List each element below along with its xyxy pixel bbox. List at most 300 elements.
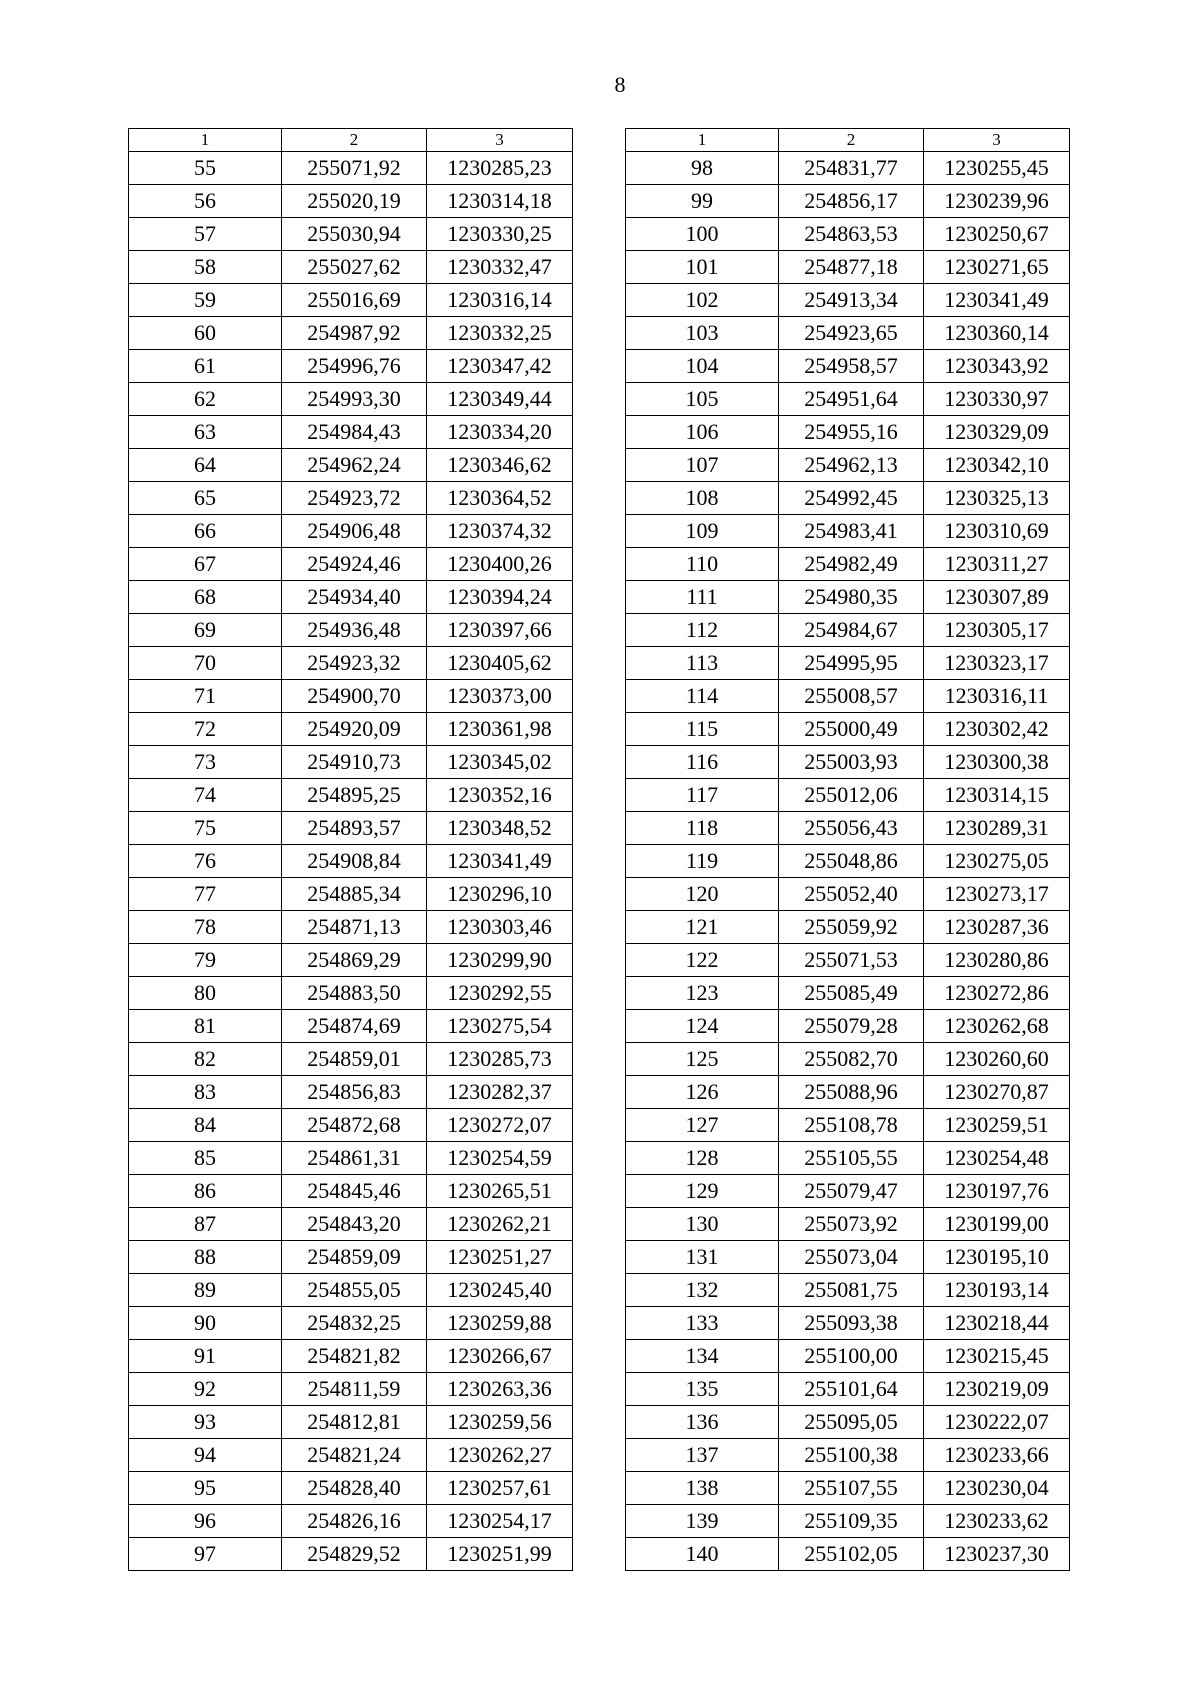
cell-x-coordinate: 254923,65 — [779, 317, 924, 350]
cell-y-coordinate: 1230285,73 — [427, 1043, 573, 1076]
cell-point-number: 58 — [129, 251, 282, 284]
cell-point-number: 111 — [626, 581, 779, 614]
cell-x-coordinate: 254863,53 — [779, 218, 924, 251]
cell-point-number: 113 — [626, 647, 779, 680]
cell-point-number: 84 — [129, 1109, 282, 1142]
table-body — [129, 152, 573, 1571]
table-row — [129, 977, 573, 1010]
cell-x-coordinate: 254855,05 — [282, 1274, 427, 1307]
table-row — [626, 647, 1070, 680]
cell-point-number: 91 — [129, 1340, 282, 1373]
cell-y-coordinate: 1230374,32 — [427, 515, 573, 548]
cell-y-coordinate: 1230341,49 — [427, 845, 573, 878]
cell-point-number: 62 — [129, 383, 282, 416]
cell-point-number: 70 — [129, 647, 282, 680]
table-row — [626, 1472, 1070, 1505]
cell-y-coordinate: 1230323,17 — [924, 647, 1070, 680]
table-row — [626, 416, 1070, 449]
table-row — [626, 779, 1070, 812]
table-row — [129, 1406, 573, 1439]
cell-x-coordinate: 254984,67 — [779, 614, 924, 647]
cell-y-coordinate: 1230250,67 — [924, 218, 1070, 251]
cell-point-number: 102 — [626, 284, 779, 317]
cell-point-number: 59 — [129, 284, 282, 317]
table-row — [626, 1406, 1070, 1439]
cell-x-coordinate: 255093,38 — [779, 1307, 924, 1340]
cell-point-number: 81 — [129, 1010, 282, 1043]
cell-x-coordinate: 255071,92 — [282, 152, 427, 185]
table-header-row — [129, 129, 573, 152]
table-row — [626, 581, 1070, 614]
cell-y-coordinate: 1230285,23 — [427, 152, 573, 185]
table-row — [129, 1538, 573, 1571]
cell-x-coordinate: 254906,48 — [282, 515, 427, 548]
cell-x-coordinate: 254900,70 — [282, 680, 427, 713]
table-row — [626, 1043, 1070, 1076]
cell-x-coordinate: 254845,46 — [282, 1175, 427, 1208]
cell-x-coordinate: 255059,92 — [779, 911, 924, 944]
coordinates-table-left — [128, 128, 573, 1571]
cell-point-number: 131 — [626, 1241, 779, 1274]
cell-point-number: 129 — [626, 1175, 779, 1208]
table-row — [129, 680, 573, 713]
cell-point-number: 93 — [129, 1406, 282, 1439]
cell-point-number: 105 — [626, 383, 779, 416]
cell-x-coordinate: 255020,19 — [282, 185, 427, 218]
cell-y-coordinate: 1230311,27 — [924, 548, 1070, 581]
cell-y-coordinate: 1230262,27 — [427, 1439, 573, 1472]
cell-y-coordinate: 1230271,65 — [924, 251, 1070, 284]
cell-x-coordinate: 255082,70 — [779, 1043, 924, 1076]
cell-x-coordinate: 254883,50 — [282, 977, 427, 1010]
cell-y-coordinate: 1230272,86 — [924, 977, 1070, 1010]
cell-y-coordinate: 1230314,15 — [924, 779, 1070, 812]
cell-y-coordinate: 1230292,55 — [427, 977, 573, 1010]
cell-x-coordinate: 255016,69 — [282, 284, 427, 317]
table-row — [626, 449, 1070, 482]
cell-point-number: 109 — [626, 515, 779, 548]
table-row — [626, 746, 1070, 779]
cell-y-coordinate: 1230314,18 — [427, 185, 573, 218]
cell-y-coordinate: 1230332,47 — [427, 251, 573, 284]
cell-y-coordinate: 1230260,60 — [924, 1043, 1070, 1076]
cell-x-coordinate: 254829,52 — [282, 1538, 427, 1571]
cell-point-number: 85 — [129, 1142, 282, 1175]
table-row — [626, 713, 1070, 746]
cell-x-coordinate: 255071,53 — [779, 944, 924, 977]
cell-x-coordinate: 254826,16 — [282, 1505, 427, 1538]
cell-point-number: 101 — [626, 251, 779, 284]
cell-point-number: 92 — [129, 1373, 282, 1406]
cell-point-number: 65 — [129, 482, 282, 515]
cell-y-coordinate: 1230254,17 — [427, 1505, 573, 1538]
cell-point-number: 134 — [626, 1340, 779, 1373]
cell-y-coordinate: 1230299,90 — [427, 944, 573, 977]
cell-y-coordinate: 1230343,92 — [924, 350, 1070, 383]
cell-point-number: 122 — [626, 944, 779, 977]
table-row — [626, 1373, 1070, 1406]
cell-x-coordinate: 255003,93 — [779, 746, 924, 779]
cell-y-coordinate: 1230400,26 — [427, 548, 573, 581]
cell-x-coordinate: 255048,86 — [779, 845, 924, 878]
table-row — [129, 581, 573, 614]
cell-x-coordinate: 254955,16 — [779, 416, 924, 449]
table-row — [129, 1373, 573, 1406]
cell-x-coordinate: 254856,83 — [282, 1076, 427, 1109]
table-row — [626, 1076, 1070, 1109]
cell-x-coordinate: 255000,49 — [779, 713, 924, 746]
table-row — [129, 1274, 573, 1307]
table-row — [129, 944, 573, 977]
table-row — [626, 911, 1070, 944]
cell-x-coordinate: 254821,24 — [282, 1439, 427, 1472]
cell-point-number: 127 — [626, 1109, 779, 1142]
cell-x-coordinate: 254934,40 — [282, 581, 427, 614]
cell-x-coordinate: 255081,75 — [779, 1274, 924, 1307]
column-header-y-coordinate: 3 — [924, 129, 1070, 152]
cell-y-coordinate: 1230310,69 — [924, 515, 1070, 548]
cell-x-coordinate: 254874,69 — [282, 1010, 427, 1043]
table-row — [626, 845, 1070, 878]
cell-y-coordinate: 1230262,68 — [924, 1010, 1070, 1043]
cell-y-coordinate: 1230300,38 — [924, 746, 1070, 779]
cell-x-coordinate: 254831,77 — [779, 152, 924, 185]
cell-y-coordinate: 1230347,42 — [427, 350, 573, 383]
cell-y-coordinate: 1230259,51 — [924, 1109, 1070, 1142]
cell-x-coordinate: 254920,09 — [282, 713, 427, 746]
cell-y-coordinate: 1230287,36 — [924, 911, 1070, 944]
cell-x-coordinate: 254962,13 — [779, 449, 924, 482]
cell-x-coordinate: 254828,40 — [282, 1472, 427, 1505]
cell-y-coordinate: 1230360,14 — [924, 317, 1070, 350]
cell-x-coordinate: 254861,31 — [282, 1142, 427, 1175]
cell-x-coordinate: 255108,78 — [779, 1109, 924, 1142]
table-row — [129, 713, 573, 746]
cell-x-coordinate: 255109,35 — [779, 1505, 924, 1538]
cell-y-coordinate: 1230259,56 — [427, 1406, 573, 1439]
cell-y-coordinate: 1230325,13 — [924, 482, 1070, 515]
table-row — [129, 746, 573, 779]
cell-point-number: 130 — [626, 1208, 779, 1241]
cell-point-number: 115 — [626, 713, 779, 746]
cell-x-coordinate: 254982,49 — [779, 548, 924, 581]
table-row — [129, 779, 573, 812]
table-body — [626, 152, 1070, 1571]
cell-x-coordinate: 254993,30 — [282, 383, 427, 416]
cell-x-coordinate: 255056,43 — [779, 812, 924, 845]
table-row — [626, 878, 1070, 911]
cell-x-coordinate: 255095,05 — [779, 1406, 924, 1439]
cell-point-number: 80 — [129, 977, 282, 1010]
table-row — [129, 317, 573, 350]
table-row — [626, 1307, 1070, 1340]
table-row — [129, 185, 573, 218]
table-row — [626, 251, 1070, 284]
cell-y-coordinate: 1230251,99 — [427, 1538, 573, 1571]
cell-point-number: 83 — [129, 1076, 282, 1109]
table-row — [626, 680, 1070, 713]
table-row — [626, 1274, 1070, 1307]
cell-x-coordinate: 254924,46 — [282, 548, 427, 581]
cell-y-coordinate: 1230245,40 — [427, 1274, 573, 1307]
cell-y-coordinate: 1230397,66 — [427, 614, 573, 647]
table-row — [626, 1175, 1070, 1208]
table-row — [626, 1010, 1070, 1043]
cell-x-coordinate: 255030,94 — [282, 218, 427, 251]
cell-y-coordinate: 1230342,10 — [924, 449, 1070, 482]
cell-point-number: 121 — [626, 911, 779, 944]
table-row — [626, 1241, 1070, 1274]
cell-y-coordinate: 1230257,61 — [427, 1472, 573, 1505]
cell-point-number: 118 — [626, 812, 779, 845]
table-row — [626, 152, 1070, 185]
cell-x-coordinate: 254893,57 — [282, 812, 427, 845]
cell-point-number: 139 — [626, 1505, 779, 1538]
table-row — [626, 218, 1070, 251]
cell-point-number: 99 — [626, 185, 779, 218]
table-row — [129, 878, 573, 911]
cell-point-number: 107 — [626, 449, 779, 482]
cell-y-coordinate: 1230230,04 — [924, 1472, 1070, 1505]
cell-y-coordinate: 1230263,36 — [427, 1373, 573, 1406]
cell-x-coordinate: 254980,35 — [779, 581, 924, 614]
cell-x-coordinate: 255102,05 — [779, 1538, 924, 1571]
cell-point-number: 86 — [129, 1175, 282, 1208]
cell-y-coordinate: 1230255,45 — [924, 152, 1070, 185]
cell-point-number: 61 — [129, 350, 282, 383]
cell-y-coordinate: 1230394,24 — [427, 581, 573, 614]
cell-point-number: 74 — [129, 779, 282, 812]
cell-y-coordinate: 1230254,59 — [427, 1142, 573, 1175]
cell-y-coordinate: 1230330,97 — [924, 383, 1070, 416]
table-row — [129, 218, 573, 251]
cell-point-number: 69 — [129, 614, 282, 647]
table-row — [129, 1472, 573, 1505]
table-row — [129, 1208, 573, 1241]
cell-y-coordinate: 1230193,14 — [924, 1274, 1070, 1307]
cell-y-coordinate: 1230219,09 — [924, 1373, 1070, 1406]
cell-point-number: 77 — [129, 878, 282, 911]
cell-point-number: 117 — [626, 779, 779, 812]
cell-x-coordinate: 254996,76 — [282, 350, 427, 383]
cell-x-coordinate: 254859,09 — [282, 1241, 427, 1274]
cell-y-coordinate: 1230289,31 — [924, 812, 1070, 845]
table-row — [626, 812, 1070, 845]
table-row — [129, 284, 573, 317]
cell-x-coordinate: 255107,55 — [779, 1472, 924, 1505]
cell-y-coordinate: 1230316,11 — [924, 680, 1070, 713]
table-row — [129, 350, 573, 383]
cell-x-coordinate: 254962,24 — [282, 449, 427, 482]
cell-x-coordinate: 254869,29 — [282, 944, 427, 977]
cell-y-coordinate: 1230254,48 — [924, 1142, 1070, 1175]
cell-point-number: 98 — [626, 152, 779, 185]
cell-x-coordinate: 255100,00 — [779, 1340, 924, 1373]
cell-point-number: 133 — [626, 1307, 779, 1340]
cell-point-number: 100 — [626, 218, 779, 251]
table-row — [129, 1307, 573, 1340]
cell-y-coordinate: 1230373,00 — [427, 680, 573, 713]
cell-y-coordinate: 1230329,09 — [924, 416, 1070, 449]
cell-point-number: 108 — [626, 482, 779, 515]
cell-y-coordinate: 1230303,46 — [427, 911, 573, 944]
table-row — [129, 614, 573, 647]
cell-x-coordinate: 255079,28 — [779, 1010, 924, 1043]
cell-y-coordinate: 1230348,52 — [427, 812, 573, 845]
cell-x-coordinate: 255052,40 — [779, 878, 924, 911]
cell-x-coordinate: 255073,04 — [779, 1241, 924, 1274]
coordinates-table-right — [625, 128, 1070, 1571]
cell-x-coordinate: 255085,49 — [779, 977, 924, 1010]
cell-point-number: 64 — [129, 449, 282, 482]
table-row — [129, 251, 573, 284]
cell-point-number: 68 — [129, 581, 282, 614]
column-header-y-coordinate: 3 — [427, 129, 573, 152]
cell-point-number: 119 — [626, 845, 779, 878]
cell-x-coordinate: 255073,92 — [779, 1208, 924, 1241]
table-row — [129, 647, 573, 680]
cell-y-coordinate: 1230275,05 — [924, 845, 1070, 878]
cell-x-coordinate: 254812,81 — [282, 1406, 427, 1439]
cell-x-coordinate: 254983,41 — [779, 515, 924, 548]
cell-x-coordinate: 255079,47 — [779, 1175, 924, 1208]
cell-y-coordinate: 1230233,66 — [924, 1439, 1070, 1472]
cell-y-coordinate: 1230305,17 — [924, 614, 1070, 647]
cell-x-coordinate: 254877,18 — [779, 251, 924, 284]
cell-point-number: 103 — [626, 317, 779, 350]
table-row — [626, 1142, 1070, 1175]
cell-y-coordinate: 1230364,52 — [427, 482, 573, 515]
table-row — [129, 1010, 573, 1043]
cell-x-coordinate: 255105,55 — [779, 1142, 924, 1175]
cell-y-coordinate: 1230222,07 — [924, 1406, 1070, 1439]
cell-y-coordinate: 1230237,30 — [924, 1538, 1070, 1571]
cell-x-coordinate: 254936,48 — [282, 614, 427, 647]
cell-point-number: 140 — [626, 1538, 779, 1571]
cell-y-coordinate: 1230239,96 — [924, 185, 1070, 218]
cell-point-number: 132 — [626, 1274, 779, 1307]
cell-point-number: 126 — [626, 1076, 779, 1109]
cell-x-coordinate: 254913,34 — [779, 284, 924, 317]
table-row — [129, 1241, 573, 1274]
table-row — [129, 152, 573, 185]
cell-point-number: 125 — [626, 1043, 779, 1076]
cell-y-coordinate: 1230346,62 — [427, 449, 573, 482]
table-row — [129, 515, 573, 548]
cell-x-coordinate: 254821,82 — [282, 1340, 427, 1373]
cell-y-coordinate: 1230352,16 — [427, 779, 573, 812]
cell-y-coordinate: 1230270,87 — [924, 1076, 1070, 1109]
cell-point-number: 95 — [129, 1472, 282, 1505]
cell-x-coordinate: 254811,59 — [282, 1373, 427, 1406]
cell-point-number: 94 — [129, 1439, 282, 1472]
table-row — [626, 185, 1070, 218]
cell-x-coordinate: 254984,43 — [282, 416, 427, 449]
cell-x-coordinate: 254908,84 — [282, 845, 427, 878]
cell-y-coordinate: 1230272,07 — [427, 1109, 573, 1142]
cell-point-number: 89 — [129, 1274, 282, 1307]
cell-point-number: 55 — [129, 152, 282, 185]
cell-point-number: 66 — [129, 515, 282, 548]
table-row — [626, 1340, 1070, 1373]
cell-y-coordinate: 1230316,14 — [427, 284, 573, 317]
cell-point-number: 67 — [129, 548, 282, 581]
cell-x-coordinate: 254885,34 — [282, 878, 427, 911]
cell-y-coordinate: 1230251,27 — [427, 1241, 573, 1274]
cell-x-coordinate: 254910,73 — [282, 746, 427, 779]
column-header-point-number: 1 — [129, 129, 282, 152]
cell-point-number: 112 — [626, 614, 779, 647]
table-row — [626, 548, 1070, 581]
table-row — [129, 449, 573, 482]
table-row — [129, 416, 573, 449]
cell-point-number: 96 — [129, 1505, 282, 1538]
table-row — [129, 812, 573, 845]
cell-x-coordinate: 255027,62 — [282, 251, 427, 284]
cell-point-number: 87 — [129, 1208, 282, 1241]
cell-point-number: 116 — [626, 746, 779, 779]
cell-y-coordinate: 1230218,44 — [924, 1307, 1070, 1340]
cell-point-number: 88 — [129, 1241, 282, 1274]
table-row — [626, 482, 1070, 515]
table-row — [129, 1109, 573, 1142]
table-row — [626, 1505, 1070, 1538]
cell-point-number: 124 — [626, 1010, 779, 1043]
cell-x-coordinate: 254856,17 — [779, 185, 924, 218]
cell-point-number: 56 — [129, 185, 282, 218]
cell-x-coordinate: 255100,38 — [779, 1439, 924, 1472]
cell-x-coordinate: 254992,45 — [779, 482, 924, 515]
cell-point-number: 73 — [129, 746, 282, 779]
table-row — [626, 317, 1070, 350]
table-row — [129, 1505, 573, 1538]
table-row — [129, 1043, 573, 1076]
cell-y-coordinate: 1230302,42 — [924, 713, 1070, 746]
cell-x-coordinate: 255012,06 — [779, 779, 924, 812]
cell-point-number: 123 — [626, 977, 779, 1010]
cell-x-coordinate: 254923,72 — [282, 482, 427, 515]
cell-y-coordinate: 1230262,21 — [427, 1208, 573, 1241]
cell-x-coordinate: 255088,96 — [779, 1076, 924, 1109]
cell-y-coordinate: 1230330,25 — [427, 218, 573, 251]
table-row — [626, 515, 1070, 548]
table-row — [626, 1439, 1070, 1472]
column-header-x-coordinate: 2 — [282, 129, 427, 152]
cell-y-coordinate: 1230307,89 — [924, 581, 1070, 614]
table-row — [129, 1076, 573, 1109]
cell-point-number: 71 — [129, 680, 282, 713]
cell-x-coordinate: 254923,32 — [282, 647, 427, 680]
cell-point-number: 135 — [626, 1373, 779, 1406]
cell-y-coordinate: 1230332,25 — [427, 317, 573, 350]
cell-y-coordinate: 1230195,10 — [924, 1241, 1070, 1274]
table-row — [626, 383, 1070, 416]
table-row — [129, 1175, 573, 1208]
cell-y-coordinate: 1230273,17 — [924, 878, 1070, 911]
cell-point-number: 90 — [129, 1307, 282, 1340]
cell-point-number: 63 — [129, 416, 282, 449]
cell-y-coordinate: 1230266,67 — [427, 1340, 573, 1373]
cell-x-coordinate: 255101,64 — [779, 1373, 924, 1406]
cell-point-number: 110 — [626, 548, 779, 581]
cell-point-number: 120 — [626, 878, 779, 911]
table-row — [626, 944, 1070, 977]
cell-point-number: 137 — [626, 1439, 779, 1472]
cell-y-coordinate: 1230341,49 — [924, 284, 1070, 317]
table-row — [129, 1439, 573, 1472]
cell-y-coordinate: 1230334,20 — [427, 416, 573, 449]
cell-y-coordinate: 1230361,98 — [427, 713, 573, 746]
